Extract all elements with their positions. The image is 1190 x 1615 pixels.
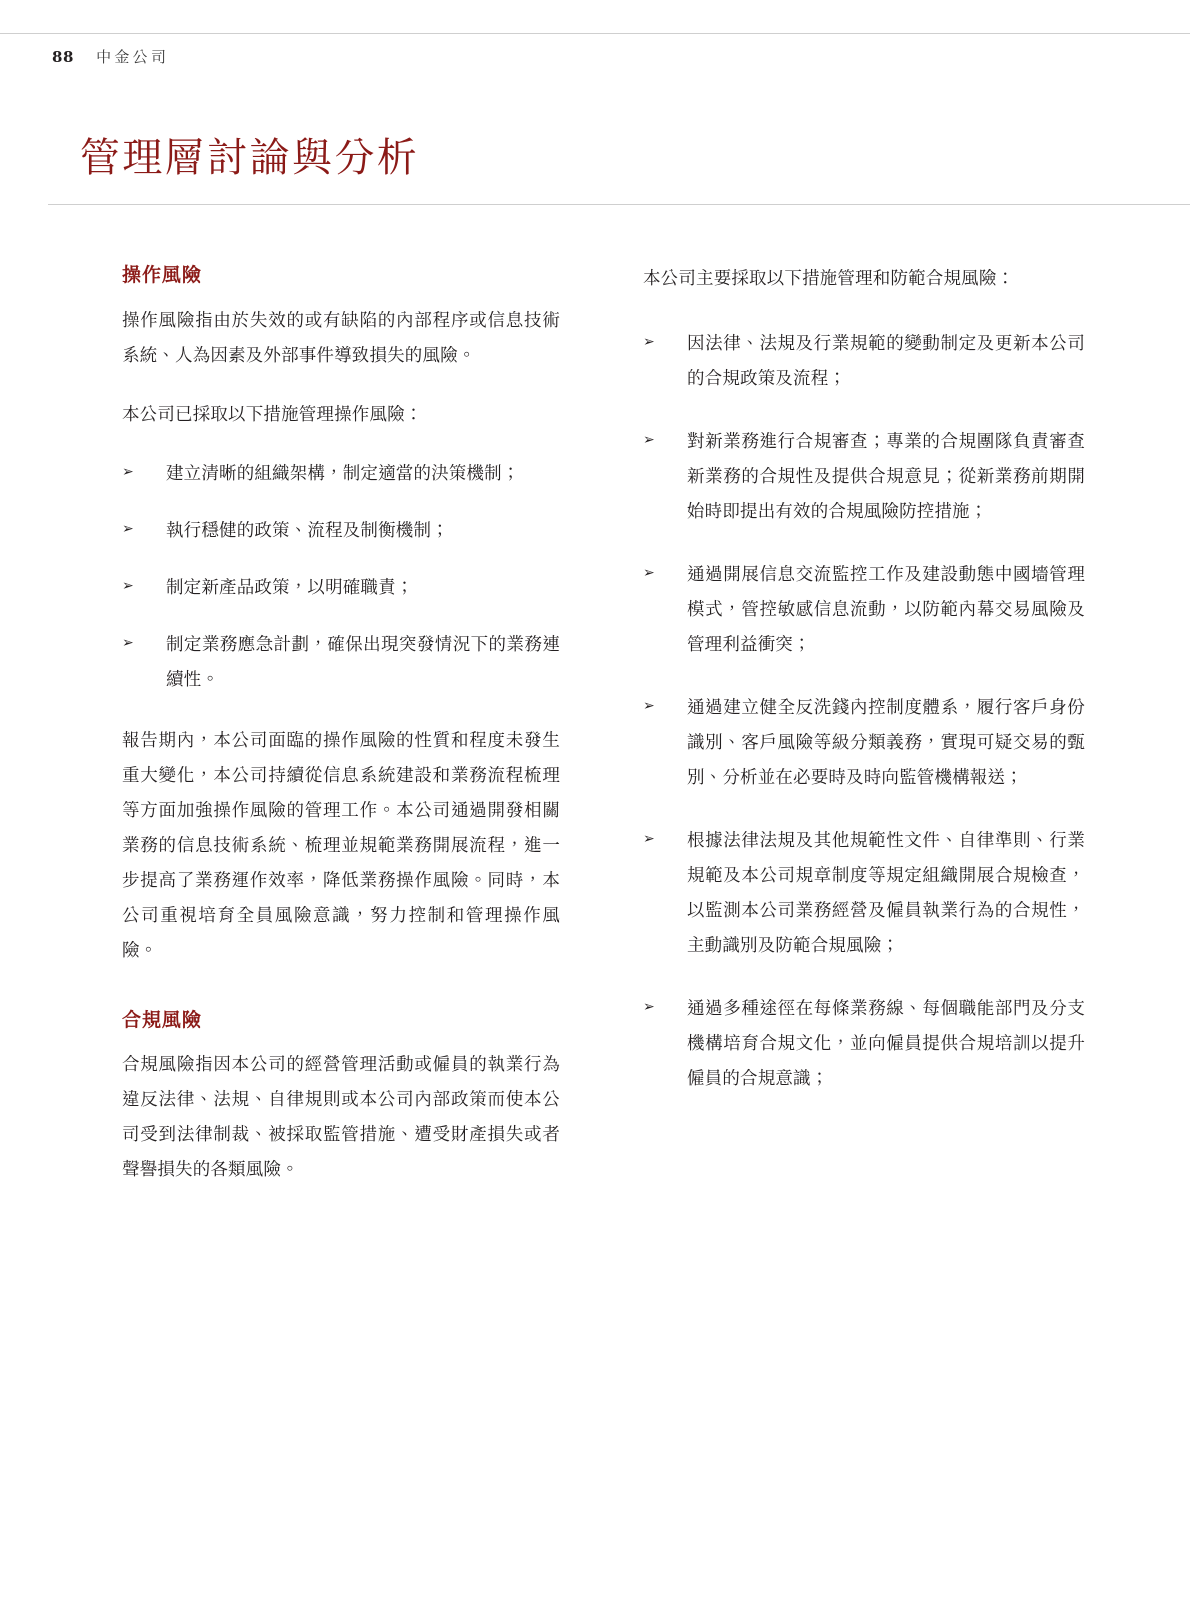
list-item-text: 執行穩健的政策、流程及制衡機制；	[166, 520, 449, 541]
list-item-text: 根據法律法規及其他規範性文件、自律準則、行業規範及本公司規章制度等規定組織開展合規檢查，以監測本公司業務經營及僱員執業行為的合規性，主動識別及防範合規風險；	[687, 831, 1085, 956]
list-item	[643, 425, 1085, 530]
list-item-text: 制定新產品政策，以明確職責；	[166, 577, 414, 598]
list-item	[122, 628, 560, 698]
title-divider	[48, 204, 1190, 205]
content-columns	[0, 262, 1190, 1212]
bullet-arrow-icon: ➢	[643, 432, 655, 448]
list-item-text: 制定業務應急計劃，確保出現突發情況下的業務連續性。	[166, 634, 560, 690]
left-column	[0, 262, 595, 1212]
title-block	[0, 120, 1190, 205]
bullet-arrow-icon: ➢	[643, 565, 655, 581]
operational-risk-review-paragraph: 報告期內，本公司面臨的操作風險的性質和程度未發生重大變化，本公司持續從信息系統建設和業務流程梳理等方面加強操作風險的管理工作。本公司通過開發相關業務的信息技術系統、梳理並規範業務開展流程，進一步提高了業務運作效率，降低業務操作風險。同時，本公司重視培育全員風險意識，努力控制和管理操作風險。	[122, 730, 560, 961]
header-divider	[0, 33, 1190, 34]
compliance-risk-definition: 合規風險指因本公司的經營管理活動或僱員的執業行為違反法律、法規、自律規則或本公司內部政策而使本公司受到法律制裁、被採取監管措施、遭受財產損失或者聲譽損失的各類風險。	[122, 1055, 560, 1181]
section-heading-compliance-risk: 合規風險	[122, 1008, 202, 1031]
operational-risk-definition: 操作風險指由於失效的或有缺陷的內部程序或信息技術系統、人為因素及外部事件導致損失的風險。	[122, 310, 560, 366]
list-item-text: 通過開展信息交流監控工作及建設動態中國墻管理模式，管控敏感信息流動，以防範內幕交易風險及管理利益衝突；	[687, 565, 1085, 655]
page-title: 管理層討論與分析	[80, 135, 420, 181]
running-header	[52, 46, 169, 67]
list-item	[122, 571, 560, 606]
list-item-text: 通過多種途徑在每條業務線、每個職能部門及分支機構培育合規文化，並向僱員提供合規培訓以提升僱員的合規意識；	[687, 999, 1085, 1089]
list-item-text: 對新業務進行合規審查；專業的合規團隊負責審查新業務的合規性及提供合規意見；從新業務前期開始時即提出有效的合規風險防控措施；	[687, 432, 1085, 522]
list-item	[643, 691, 1085, 796]
section-heading-operational-risk: 操作風險	[122, 264, 202, 286]
list-item	[643, 824, 1085, 964]
bullet-arrow-icon: ➢	[122, 463, 134, 480]
list-item	[643, 992, 1085, 1097]
bullet-arrow-icon: ➢	[122, 577, 134, 594]
list-item	[643, 327, 1085, 397]
list-item	[122, 457, 560, 492]
right-column	[595, 262, 1190, 1212]
list-item-text: 通過建立健全反洗錢內控制度體系，履行客戶身份識別、客戶風險等級分類義務，實現可疑交易的甄別、分析並在必要時及時向監管機構報送；	[687, 698, 1085, 788]
list-item-text: 建立清晰的組織架構，制定適當的決策機制；	[166, 463, 520, 484]
operational-risk-measures-intro: 本公司已採取以下措施管理操作風險：	[122, 404, 423, 425]
bullet-arrow-icon: ➢	[643, 999, 655, 1015]
operational-risk-bullet-list	[122, 457, 560, 698]
bullet-arrow-icon: ➢	[643, 698, 655, 714]
compliance-risk-bullet-list	[643, 327, 1085, 1097]
list-item	[643, 558, 1085, 663]
bullet-arrow-icon: ➢	[643, 334, 655, 350]
list-item	[122, 514, 560, 549]
page-number: 88	[52, 48, 75, 66]
bullet-arrow-icon: ➢	[122, 520, 134, 537]
list-item-text: 因法律、法規及行業規範的變動制定及更新本公司的合規政策及流程；	[687, 334, 1085, 389]
bullet-arrow-icon: ➢	[643, 831, 655, 847]
bullet-arrow-icon: ➢	[122, 634, 134, 651]
company-name: 中金公司	[96, 48, 170, 66]
compliance-measures-intro: 本公司主要採取以下措施管理和防範合規風險：	[643, 269, 1015, 289]
